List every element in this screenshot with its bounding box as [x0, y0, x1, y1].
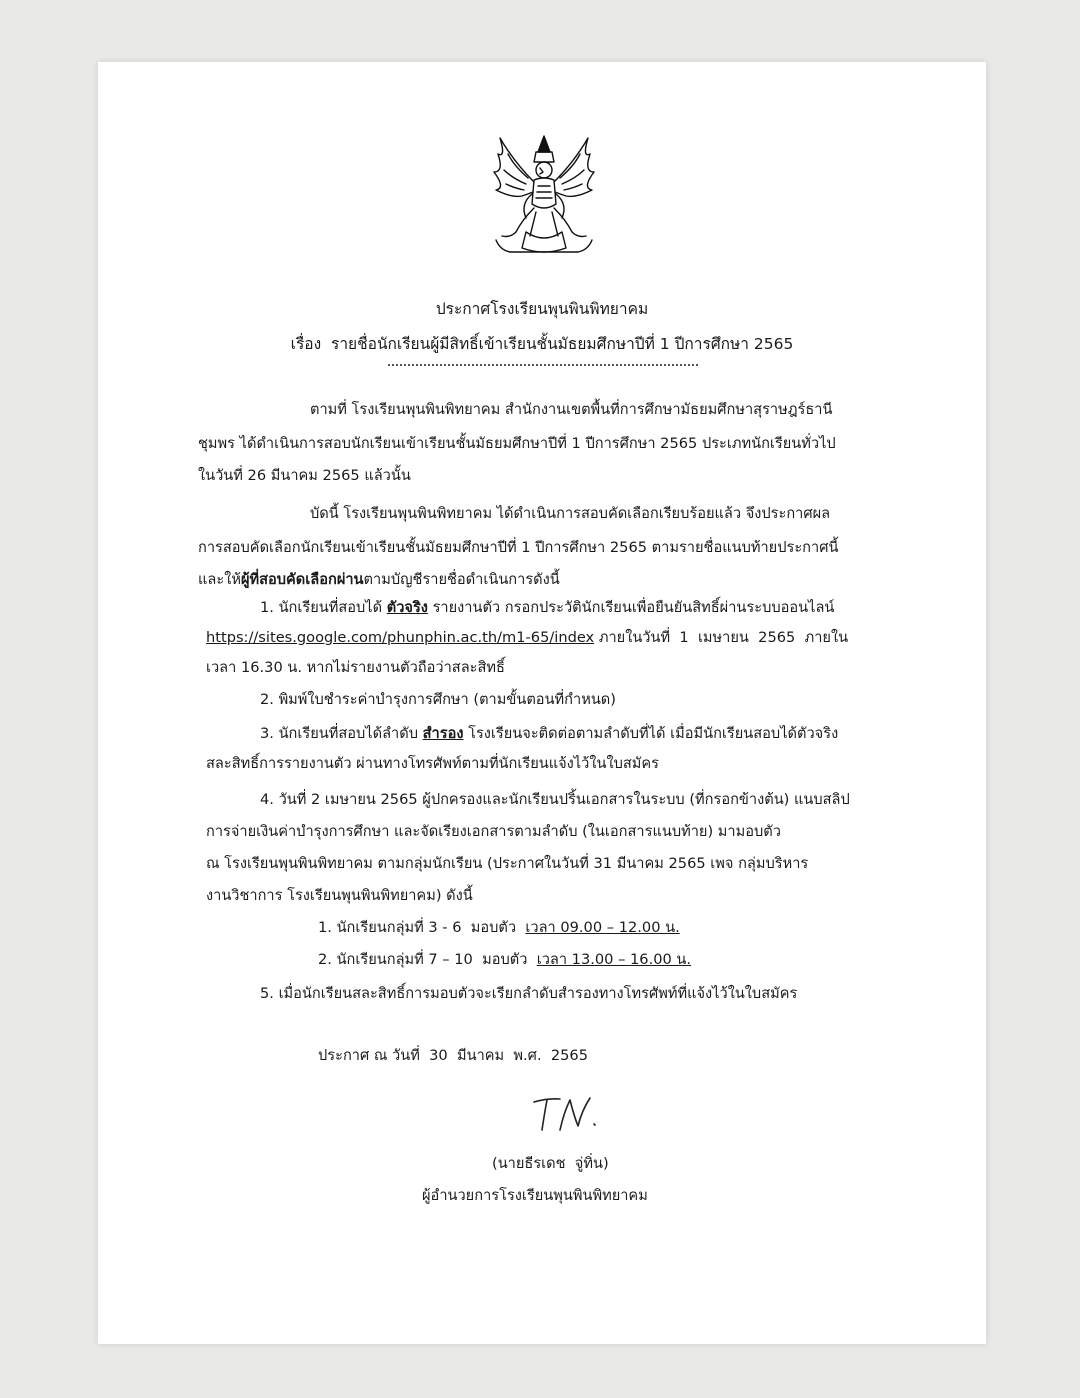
paragraph-1-line-1: ตามที่ โรงเรียนพุนพินพิทยาคม สำนักงานเขตพื้นที่การศึกษามัธยมศึกษาสุราษฎร์ธานี	[310, 401, 833, 418]
paragraph-2-line-3	[198, 570, 560, 590]
time-range: เวลา 13.00 – 16.00 น.	[536, 951, 692, 968]
text-segment: 1. นักเรียนที่สอบได้	[260, 599, 387, 616]
paragraph-1-line-2: ชุมพร ได้ดำเนินการสอบนักเรียนเข้าเรียนชั้นมัธยมศึกษาปีที่ 1 ปีการศึกษา 2565 ประเภทนักเรียนทั่วไป	[198, 435, 836, 452]
item-4-line-3: ณ โรงเรียนพุนพินพิทยาคม ตามกลุ่มนักเรียน (ประกาศในวันที่ 31 มีนาคม 2565 เพจ กลุ่มบริหาร	[206, 855, 809, 872]
divider	[388, 364, 698, 366]
sub-item-1	[318, 918, 680, 938]
emphasis-text: ตัวจริง	[386, 599, 428, 616]
text-segment: รายงานตัว กรอกประวัตินักเรียนเพื่อยืนยันสิทธิ์ผ่านระบบออนไลน์	[427, 599, 835, 616]
page-title: ประกาศโรงเรียนพุนพินพิทยาคม	[435, 300, 649, 318]
subject-prefix: เรื่อง	[290, 335, 331, 353]
registration-link[interactable]: https://sites.google.com/phunphin.ac.th/m1-65/index	[206, 629, 595, 646]
emphasis-text: สำรอง	[422, 725, 464, 742]
item-3-line-2: สละสิทธิ์การรายงานตัว ผ่านทางโทรศัพท์ตามที่นักเรียนแจ้งไว้ในใบสมัคร	[206, 755, 659, 772]
item-1-line-1	[260, 598, 834, 618]
announce-date: ประกาศ ณ วันที่ 30 มีนาคม พ.ศ. 2565	[318, 1047, 588, 1064]
subject-text: รายชื่อนักเรียนผู้มีสิทธิ์เข้าเรียนชั้นมัธยมศึกษาปีที่ 1 ปีการศึกษา 2565	[331, 335, 794, 353]
emphasis-text: ผู้ที่สอบคัดเลือกผ่าน	[240, 571, 364, 588]
item-4-line-2: การจ่ายเงินค่าบำรุงการศึกษา และจัดเรียงเอกสารตามลำดับ (ในเอกสารแนบท้าย) มามอบตัว	[206, 823, 781, 840]
document-page	[98, 62, 986, 1344]
garuda-emblem-icon	[470, 132, 618, 260]
subject-line	[98, 331, 986, 356]
item-1-line-3: เวลา 16.30 น. หากไม่รายงานตัวถือว่าสละสิทธิ์	[206, 659, 505, 676]
text-segment: และให้	[198, 571, 241, 588]
item-2: 2. พิมพ์ใบชำระค่าบำรุงการศึกษา (ตามขั้นตอนที่กำหนด)	[260, 691, 616, 708]
paragraph-1-line-3: ในวันที่ 26 มีนาคม 2565 แล้วนั้น	[198, 467, 411, 484]
item-4-line-4: งานวิชาการ โรงเรียนพุนพินพิทยาคม) ดังนี้	[206, 887, 473, 904]
text-segment: ตามบัญชีรายชื่อดำเนินการดังนี้	[363, 571, 560, 588]
sub-item-2	[318, 950, 691, 970]
item-5: 5. เมื่อนักเรียนสละสิทธิ์การมอบตัวจะเรียกลำดับสำรองทางโทรศัพท์ที่แจ้งไว้ในใบสมัคร	[260, 985, 798, 1002]
text-segment: 2. นักเรียนกลุ่มที่ 7 – 10 มอบตัว	[318, 951, 537, 968]
signer-title: ผู้อำนวยการโรงเรียนพุนพินพิทยาคม	[422, 1187, 648, 1204]
item-1-line-2	[206, 628, 848, 648]
signer-name: (นายธีรเดช จู่ทิ่น)	[492, 1155, 609, 1172]
time-range: เวลา 09.00 – 12.00 น.	[525, 919, 680, 936]
text-segment: 1. นักเรียนกลุ่มที่ 3 - 6 มอบตัว	[318, 919, 526, 936]
text-segment: โรงเรียนจะติดต่อตามลำดับที่ได้ เมื่อมีนักเรียนสอบได้ตัวจริง	[463, 725, 839, 742]
handwritten-signature	[530, 1090, 600, 1136]
paragraph-2-line-1: บัดนี้ โรงเรียนพุนพินพิทยาคม ได้ดำเนินการสอบคัดเลือกเรียบร้อยแล้ว จึงประกาศผล	[310, 505, 831, 522]
paragraph-2-line-2: การสอบคัดเลือกนักเรียนเข้าเรียนชั้นมัธยมศึกษาปีที่ 1 ปีการศึกษา 2565 ตามรายชื่อแนบท้ายประกาศนี้	[198, 539, 839, 556]
item-4-line-1: 4. วันที่ 2 เมษายน 2565 ผู้ปกครองและนักเรียนปริ้นเอกสารในระบบ (ที่กรอกข้างต้น) แนบสลิป	[260, 791, 850, 808]
item-3-line-1	[260, 724, 838, 744]
text-segment: 3. นักเรียนที่สอบได้ลำดับ	[260, 725, 423, 742]
text-segment: ภายในวันที่ 1 เมษายน 2565 ภายใน	[594, 629, 849, 646]
